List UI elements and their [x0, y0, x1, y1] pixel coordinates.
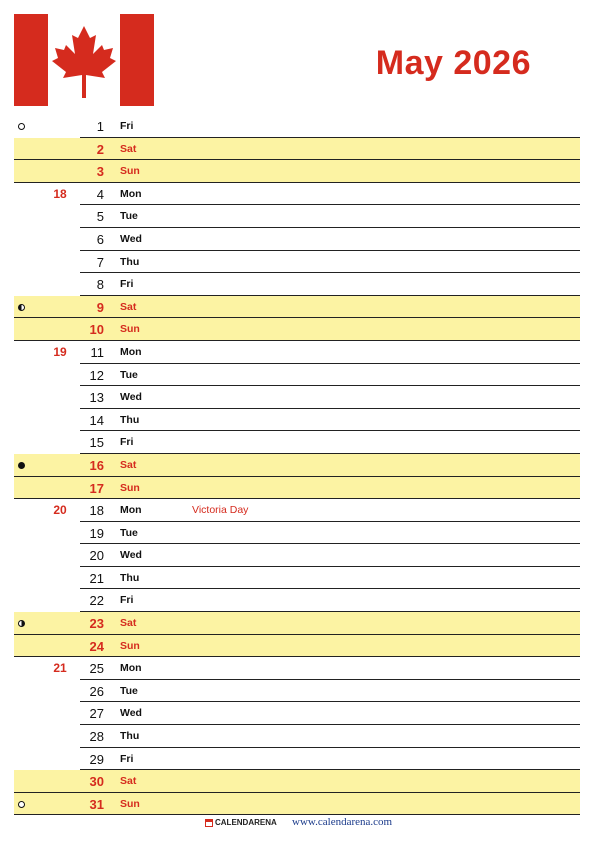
day-of-week: Thu [120, 413, 140, 426]
week-number: 20 [53, 503, 67, 518]
moon-phase-first-icon [18, 620, 25, 627]
day-of-week: Fri [120, 278, 134, 291]
day-of-week: Sun [120, 481, 140, 494]
day-of-week: Fri [120, 594, 134, 607]
day-row [14, 544, 580, 567]
day-number: 14 [89, 412, 104, 428]
day-number: 11 [90, 344, 104, 360]
day-of-week: Fri [120, 752, 134, 765]
day-of-week: Fri [120, 436, 134, 449]
day-number: 3 [96, 164, 104, 180]
day-row [14, 499, 580, 522]
day-number: 31 [89, 796, 104, 812]
day-row [14, 522, 580, 545]
day-row [14, 748, 580, 771]
day-row [14, 160, 580, 183]
day-row [14, 793, 580, 816]
day-of-week: Tue [120, 684, 138, 697]
day-of-week: Sat [120, 142, 137, 155]
day-row [14, 589, 580, 612]
day-row [14, 341, 580, 364]
day-of-week: Sun [120, 797, 140, 810]
day-number: 6 [96, 231, 104, 247]
day-row [14, 318, 580, 341]
day-of-week: Wed [120, 232, 142, 245]
website-link[interactable]: www.calendarena.com [292, 816, 393, 828]
day-row [14, 273, 580, 296]
day-number: 2 [96, 141, 104, 157]
day-of-week: Sat [120, 458, 137, 471]
day-row [14, 454, 580, 477]
day-number: 27 [89, 706, 104, 722]
day-number: 1 [96, 119, 104, 134]
day-of-week: Sun [120, 323, 140, 336]
day-of-week: Sun [120, 639, 140, 652]
brand-name: CALENDARENA [215, 818, 277, 827]
day-number: 19 [89, 525, 104, 541]
day-row [14, 364, 580, 387]
day-of-week: Sat [120, 775, 137, 788]
moon-phase-new-icon [18, 462, 25, 469]
day-number: 24 [89, 638, 104, 654]
day-of-week: Tue [120, 526, 138, 539]
day-row [14, 657, 580, 680]
day-number: 26 [89, 683, 104, 699]
day-of-week: Tue [120, 368, 138, 381]
day-number: 23 [89, 616, 104, 632]
day-row [14, 680, 580, 703]
moon-phase-last-icon [18, 304, 25, 311]
day-number: 30 [89, 774, 104, 790]
day-of-week: Wed [120, 549, 142, 562]
day-row [14, 228, 580, 251]
page-title: May 2026 [375, 44, 531, 82]
day-row [14, 296, 580, 319]
day-row [14, 251, 580, 274]
day-of-week: Fri [120, 120, 134, 132]
day-of-week: Mon [120, 345, 142, 358]
day-row [14, 635, 580, 658]
day-number: 21 [89, 570, 104, 586]
day-number: 15 [89, 435, 104, 451]
day-of-week: Sat [120, 300, 137, 313]
day-row [14, 409, 580, 432]
day-row [14, 205, 580, 228]
day-row [14, 702, 580, 725]
week-number: 19 [53, 344, 67, 359]
day-number: 22 [89, 593, 104, 609]
day-of-week: Mon [120, 504, 142, 517]
day-of-week: Wed [120, 391, 142, 404]
day-number: 7 [96, 254, 104, 270]
day-row [14, 477, 580, 500]
day-number: 28 [89, 729, 104, 745]
day-number: 17 [89, 480, 104, 496]
footer [0, 816, 595, 832]
day-number: 9 [96, 299, 104, 315]
day-number: 12 [89, 367, 104, 383]
day-of-week: Tue [120, 210, 138, 223]
day-number: 25 [89, 661, 104, 677]
holiday-label: Victoria Day [192, 504, 249, 517]
day-of-week: Sun [120, 165, 140, 178]
day-number: 29 [89, 751, 104, 767]
day-row [14, 431, 580, 454]
moon-phase-full-icon [18, 123, 25, 130]
moon-phase-full-icon [18, 801, 25, 808]
brand-logo [205, 818, 277, 827]
day-row [14, 183, 580, 206]
day-number: 4 [96, 186, 104, 202]
day-number: 8 [96, 277, 104, 293]
day-row [14, 612, 580, 635]
calendar-day-list [14, 115, 580, 815]
day-of-week: Thu [120, 571, 140, 584]
day-row [14, 567, 580, 590]
day-of-week: Wed [120, 707, 142, 720]
day-of-week: Thu [120, 255, 140, 268]
day-number: 18 [89, 503, 104, 519]
day-number: 16 [89, 457, 104, 473]
week-number: 21 [53, 661, 67, 676]
week-number: 18 [53, 186, 67, 201]
canada-flag-icon [14, 14, 154, 106]
day-of-week: Sat [120, 617, 137, 630]
day-row [14, 770, 580, 793]
day-row [14, 725, 580, 748]
day-number: 13 [89, 390, 104, 406]
day-number: 5 [96, 209, 104, 225]
day-row [14, 138, 580, 161]
calendar-icon [205, 819, 213, 827]
day-of-week: Thu [120, 730, 140, 743]
day-number: 10 [89, 322, 104, 338]
day-of-week: Mon [120, 662, 142, 675]
day-row [14, 115, 580, 138]
day-row [14, 386, 580, 409]
day-of-week: Mon [120, 187, 142, 200]
day-number: 20 [89, 548, 104, 564]
